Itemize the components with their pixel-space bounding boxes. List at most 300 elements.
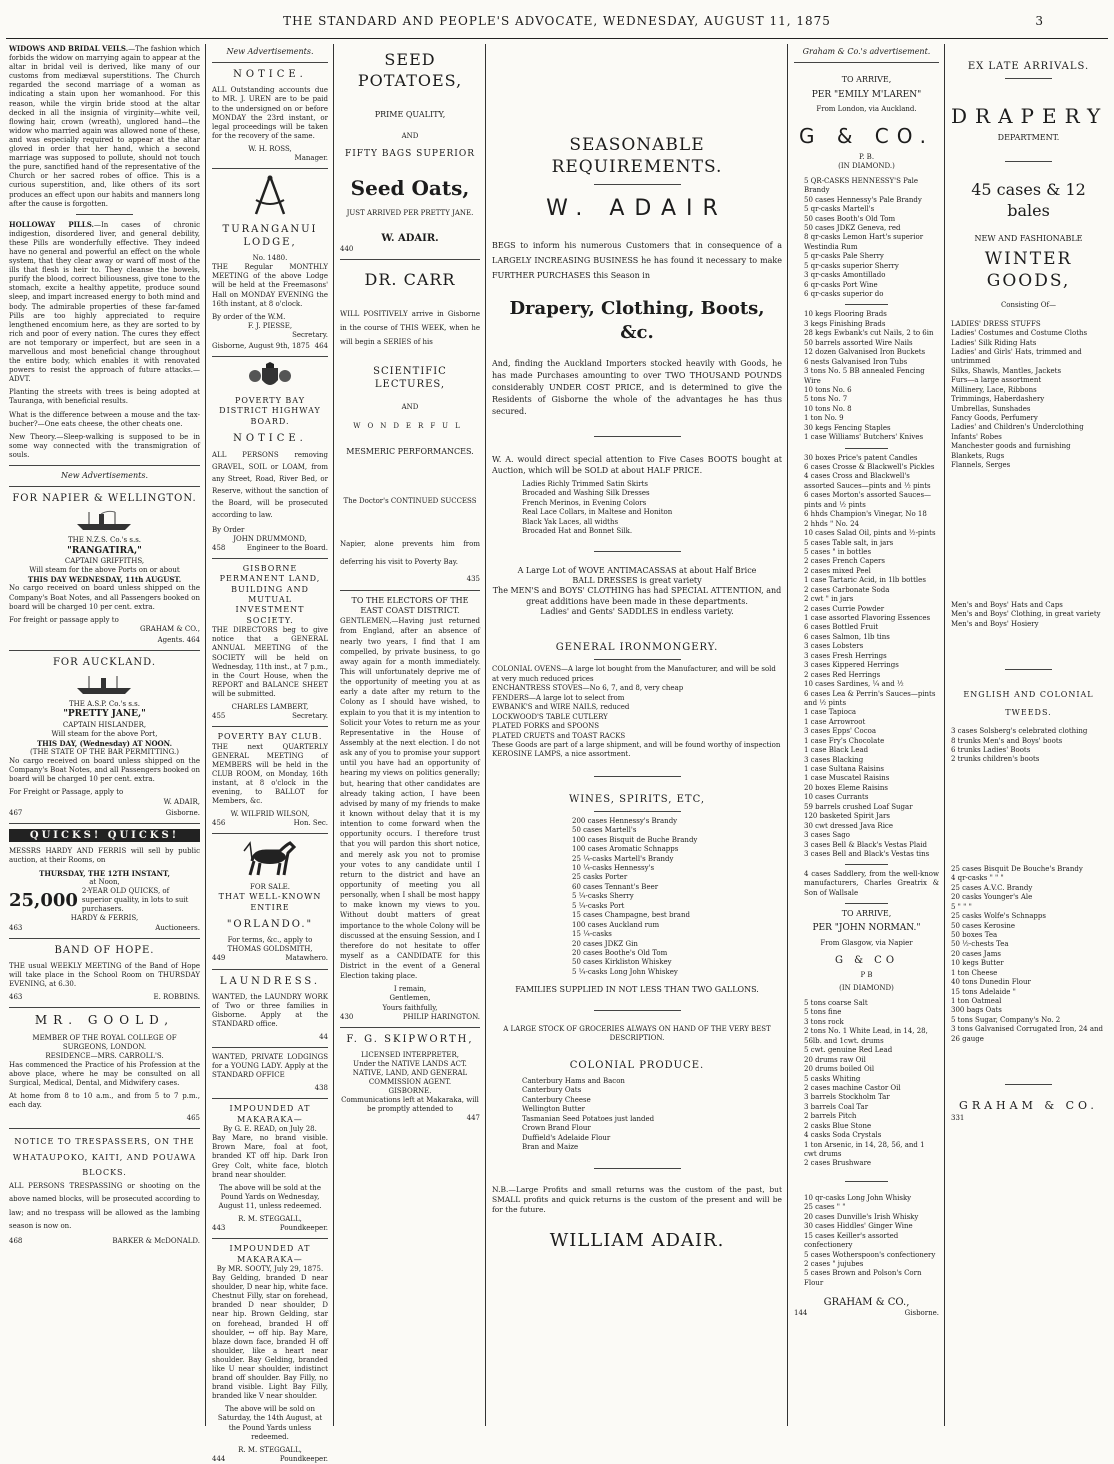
list-item: 300 bags Oats — [951, 1006, 1002, 1015]
list-item: Men's and Boys' Clothing, in great variety — [951, 610, 1101, 619]
quicks-offer — [9, 887, 200, 914]
pretty-captain: CAPTAIN HISLANDER, — [62, 720, 147, 729]
skip-act: Under the NATIVE LANDS ACT. — [353, 1059, 467, 1068]
list-item: 2 casks Blue Stone — [804, 1121, 872, 1130]
divider — [9, 650, 200, 651]
list-item: 5 QR-CASKS HENNESSY'S Pale Brandy — [804, 176, 919, 195]
goold-footer — [9, 1114, 200, 1123]
list-item: 4 cases Cross and Blackwell's assorted Sauces—pints and ½ pints — [804, 472, 931, 490]
list-item: 50 cases Kirkliston Whiskey — [572, 958, 672, 967]
highway-ref: 458 — [212, 543, 226, 552]
divider — [340, 259, 480, 260]
list-item: 3 qr-casks Amontillado — [804, 271, 886, 280]
list-item: 15 ¼-casks — [572, 930, 612, 939]
list-item: 10 cases Salad Oil, pints and ½-pints — [804, 529, 936, 538]
list-item: 2 cases mixed Peel — [804, 566, 871, 575]
masthead-rule — [6, 38, 1108, 39]
arrive1: TO ARRIVE, — [841, 75, 892, 85]
holloway-article — [9, 220, 200, 385]
list-item: 30 cwt dressed Java Rice — [804, 821, 893, 830]
electors-ref: 430 — [340, 1012, 354, 1021]
list-item: 50 ½-chests Tea — [951, 940, 1009, 949]
divider — [594, 436, 681, 437]
list-item: Umbrellas, Sunshades — [951, 404, 1031, 413]
list-item: 6 trunks Ladies' Boots — [951, 746, 1031, 755]
divider — [76, 214, 133, 215]
iron-list — [492, 665, 782, 759]
list-item: 5 qr-casks Pale Sherry — [804, 252, 884, 261]
boots-text: W. A. would direct special attention to Five Cases BOOTS bought at Auction, which will be SOLD at about HALF PRICE. — [492, 455, 782, 475]
rangatira-cargo: No cargo received on board unless shipped on the Company's Boat Notes, and all Passengers booked on board will be charged 10 per cent. extra. — [9, 584, 200, 611]
oats-sig: W. ADAIR. — [381, 232, 439, 244]
pretty-footer — [9, 809, 200, 818]
pretty-name: "PRETTY JANE," — [63, 709, 146, 720]
list-item: 2 barrels Pitch — [804, 1112, 857, 1121]
quicks-ref: 463 — [9, 923, 23, 932]
wines-list — [492, 817, 782, 977]
list-item: KEROSINE LAMPS, a nice assortment. — [492, 750, 631, 759]
skip-comm: Communications left at Makaraka, will be promptly attended to — [341, 1096, 479, 1114]
quicks-text: MESSRS HARDY AND FERRIS will sell by public auction, at their Rooms, on — [9, 846, 200, 864]
list-item: 2 cases Red Herrings — [804, 670, 881, 679]
new-fashionable-label: NEW AND FASHIONABLE — [974, 233, 1083, 243]
list-item: 10 cases Sardines, ¼ and ½ — [804, 680, 904, 689]
divider — [845, 304, 889, 305]
list-item: 50 cases Hennessy's Pale Brandy — [804, 195, 922, 204]
list-item: 20 boxes Eleme Raisins — [804, 783, 889, 792]
quicks-footer — [9, 924, 200, 933]
rangatira-name: "RANGATIRA," — [67, 545, 142, 556]
rangatira-agent: GRAHAM & CO., — [139, 624, 200, 633]
column-rule — [333, 44, 334, 1426]
potatoes-and: AND — [401, 131, 419, 140]
divider — [212, 168, 328, 169]
list-item: Real Lace Collars, in Maltese and Honiton — [522, 508, 673, 517]
carr-footer — [340, 575, 480, 584]
impound1-by: By G. E. READ, on July 28. — [223, 1125, 317, 1134]
impound2-footer — [212, 1455, 328, 1464]
list-item: 30 kegs Fencing Staples — [804, 423, 891, 432]
impound2-by: By MR. SOOTY, July 29, 1875. — [216, 1264, 324, 1273]
list-item: 3 barrels Stockholm Tar — [804, 1093, 890, 1102]
arrivals-heading: EX LATE ARRIVALS. — [967, 61, 1090, 72]
building-role: Secretary. — [292, 712, 328, 721]
per2: PER "JOHN NORMAN." — [812, 923, 921, 934]
gco2-mark: G & CO — [834, 954, 899, 966]
graham-ref-2: 331 — [951, 1113, 965, 1122]
carr-ref: 435 — [466, 575, 480, 584]
list-item: 20 cases Boothe's Old Tom — [572, 948, 668, 957]
list-item: 10 qr-casks Long John Whisky — [804, 1193, 912, 1202]
impound1-sold: The above will be sold at the Pound Yards on Wednesday, August 11, unless redeemed. — [218, 1183, 322, 1210]
wines-heading: WINES, SPIRITS, ETC, — [568, 793, 706, 805]
list-item: 8 qr-casks Lemon Hart's superior Westindia Rum — [804, 233, 924, 251]
goold-member: MEMBER OF THE ROYAL COLLEGE OF SURGEONS, LONDON. — [32, 1033, 177, 1051]
theory-article: New Theory.—Sleep-walking is supposed to be in some way connected with the transmigration of souls. — [9, 432, 200, 459]
list-item: Canterbury Oats — [522, 1086, 582, 1095]
widows-heading: WIDOWS AND BRIDAL VEILS. — [9, 44, 129, 53]
list-item: 25 ¼-casks Martell's Brandy — [572, 854, 674, 863]
skip-licensed: LICENSED INTERPRETER, — [360, 1050, 460, 1059]
new-advertisements-header: New Advertisements. — [60, 471, 149, 481]
list-item: 50 cases Martell's — [572, 826, 637, 835]
consisting-label: Consisting Of— — [1000, 300, 1057, 309]
list-item: Canterbury Hams and Bacon — [522, 1076, 625, 1085]
antimacassa-text: A Large Lot of WOVE ANTIMACASSAS at about Half Brice — [517, 565, 757, 575]
list-item: 6 qr-casks Port Wine — [804, 280, 878, 289]
list-item: 4 casks Soda Crystals — [804, 1131, 882, 1140]
list-item: 100 cases Auckland rum — [572, 920, 660, 929]
rangatira-ref: 464 — [186, 635, 200, 644]
list-item: LOCKWOOD'S TABLE CUTLERY — [492, 712, 608, 721]
list-item: 5 qr-casks Martell's — [804, 205, 875, 214]
auckland-heading: FOR AUCKLAND. — [52, 657, 157, 669]
list-item: 2 trunks children's boots — [951, 755, 1040, 764]
quicks-desc: 2-YEAR OLD QUICKS, of superior quality, in lots to suit purchasers. — [81, 887, 189, 914]
highway-heading: POVERTY BAY DISTRICT HIGHWAY BOARD. — [219, 396, 321, 426]
highway-footer — [212, 544, 328, 553]
sale-footer — [212, 954, 328, 963]
list-item: 100 cases Bisquit de Buche Brandy — [572, 835, 698, 844]
winter-goods-heading: WINTER GOODS, — [984, 249, 1073, 292]
impound1-role: Poundkeeper. — [279, 1224, 328, 1233]
list-item: 6 hhds Champion's Vinegar, No 18 — [804, 510, 927, 519]
list-item: 10 ¼-casks Hennessy's — [572, 864, 655, 873]
list-item: 15 tons Adelaide " — [951, 987, 1016, 996]
notice-heading: NOTICE. — [233, 69, 307, 81]
oats-ref: 440 — [340, 244, 354, 253]
list-item: 3 kegs Finishing Brads — [804, 319, 886, 328]
impound1-sig: R. M. STEGGALL, — [238, 1215, 302, 1224]
lodgings-ref: 438 — [314, 1084, 328, 1093]
list-item: 120 basketed Spirit Jars — [804, 812, 890, 821]
list-item: Duffield's Adelaide Flour — [522, 1133, 611, 1142]
list-item: 3 cases Solsberg's celebrated clothing — [951, 727, 1088, 736]
divider — [594, 776, 681, 777]
list-item: Men's and Boys' Hosiery — [951, 619, 1039, 628]
impound2-ref: 444 — [212, 1454, 226, 1463]
pretty-bar: (THE STATE OF THE BAR PERMITTING.) — [30, 748, 179, 757]
divider — [794, 62, 939, 63]
list-item: 3 cases Bell and Black's Vestas tins — [804, 849, 930, 858]
divider — [212, 1098, 328, 1099]
adair-logo: W. ADAIR — [546, 196, 728, 222]
quicks-time: at Noon, — [89, 878, 120, 887]
families-text: FAMILIES SUPPLIED IN NOT LESS THAN TWO GALLONS. — [515, 985, 759, 995]
list-item: 25 cases " " — [804, 1203, 846, 1212]
list-item: 2 cases Brushware — [804, 1159, 872, 1168]
graham-list-hardware — [794, 310, 939, 442]
cases-label: 45 cases & 12 bales — [971, 180, 1086, 221]
drapery-title: DRAPERY — [951, 104, 1109, 128]
masthead-title: THE STANDARD AND PEOPLE'S ADVOCATE, WEDNESDAY, AUGUST 11, 1875 — [283, 14, 831, 28]
divider — [845, 903, 889, 904]
list-item: 20 drums boiled Oil — [804, 1065, 875, 1074]
boots-list — [492, 480, 782, 537]
list-item: Ladies' and Children's Underclothing — [951, 423, 1084, 432]
list-item: 25 casks Wolfe's Schnapps — [951, 912, 1046, 921]
lodge-order: By order of the W.M. — [212, 312, 286, 321]
list-item: Black Yak Laces, all widths — [522, 517, 619, 526]
sale-heading: FOR SALE. — [250, 883, 290, 892]
carr-mesmeric: MESMERIC PERFORMANCES. — [346, 446, 474, 456]
list-item: 1 case Sultana Raisins — [804, 765, 884, 773]
hope-ref: 463 — [9, 992, 23, 1001]
goold-heading: MR. GOOLD, — [34, 1012, 175, 1027]
trespass-sig: BARKER & McDONALD. — [112, 1237, 200, 1246]
list-item: FENDERS—A large lot to select from — [492, 693, 625, 702]
rangatira-date: THIS DAY WEDNESDAY, 11th AUGUST. — [27, 575, 182, 585]
list-item: 8 trunks Men's and Boys' boots — [951, 736, 1063, 745]
electors-footer — [340, 1013, 480, 1022]
diamond2: (IN DIAMOND) — [839, 983, 894, 992]
list-item: 3 cases Sago — [804, 831, 850, 840]
per1: PER "EMILY M'LAREN" — [811, 89, 922, 100]
club-ref: 456 — [212, 819, 226, 828]
divider — [212, 726, 328, 727]
list-item: 1 case Fry's Chocolate — [804, 736, 885, 745]
trespass-heading: NOTICE TO TRESPASSERS, ON THE WHATAUPOKO, KAITI, AND POUAWA BLOCKS. — [12, 1137, 197, 1177]
list-item: Men's and Boys' Hats and Caps — [951, 600, 1063, 609]
goold-ref: 465 — [186, 1114, 200, 1123]
list-item: 15 cases Champagne, best brand — [572, 911, 690, 920]
list-item: 50 cases Kerosine — [951, 921, 1016, 930]
building-ref: 455 — [212, 712, 226, 721]
graham-ref: 144 — [794, 1309, 808, 1318]
column-2 — [207, 44, 333, 1463]
from1: From London, via Auckland. — [816, 105, 917, 114]
divider — [9, 486, 200, 487]
building-text: THE DIRECTORS beg to give notice that a GENERAL ANNUAL MEETING of the SOCIETY will be held on Wednesday, 11th inst., at 7 p.m., in the Court House, when the REPORT and BALANCE SHEET will be submitted. — [212, 626, 328, 698]
list-item: 20 drums raw Oil — [804, 1055, 866, 1064]
potatoes-heading: SEED POTATOES, — [357, 50, 463, 90]
list-item: 10 kegs Flooring Brads — [804, 310, 887, 319]
list-item: 1 case Tartaric Acid, in 1lb bottles — [804, 576, 926, 585]
divider — [9, 1128, 200, 1129]
list-item: 5 ¼-casks Long John Whiskey — [572, 967, 678, 976]
drapery-heading: Drapery, Clothing, Boots, &c. — [509, 298, 765, 343]
list-item: 5 tons coarse Salt — [804, 999, 868, 1008]
divider — [1005, 78, 1052, 79]
graham-footer — [794, 1309, 939, 1318]
list-item: 6 cases Lea & Perrin's Sauces—pints and ½ pints — [804, 689, 936, 707]
list-item: 1 case Arrowroot — [804, 717, 866, 726]
list-item: Ladies Richly Trimmed Satin Skirts — [522, 479, 649, 488]
divider — [212, 833, 328, 834]
coat-of-arms-illustration — [212, 362, 328, 392]
steamship-illustration — [9, 510, 200, 532]
list-item: 6 cases Salmon, 1lb tins — [804, 632, 890, 641]
divider — [9, 465, 200, 466]
divider — [340, 590, 480, 591]
list-item: 10 cases Currants — [804, 793, 869, 802]
rangatira-captain: CAPTAIN GRIFFITHS, — [64, 557, 145, 566]
oats-arrived: JUST ARRIVED PER PRETTY JANE. — [346, 208, 474, 217]
list-item: 6 cases Bottled Fruit — [804, 623, 879, 632]
skip-heading: F. G. SKIPWORTH, — [346, 1033, 474, 1045]
carr-heading: DR. CARR — [364, 269, 456, 289]
list-item: EWBANK'S and WIRE NAILS, reduced — [492, 703, 630, 712]
list-item: 20 cases JDKZ Gin — [572, 939, 638, 948]
list-item: 2 tons No. 1 White Lead, in 14, 28, 56lb. and 1cwt. drums — [804, 1027, 928, 1045]
highway-role: Engineer to the Board. — [246, 543, 328, 552]
divider — [594, 184, 681, 185]
column-rule — [205, 44, 206, 1426]
quicks-role: Auctioneers. — [155, 923, 200, 932]
list-item: 3 tons No. 5 BB annealed Fencing Wire — [804, 367, 925, 385]
quicks-heading: QUICKS! QUICKS! — [9, 829, 200, 842]
sale-sig: THOMAS GOLDSMITH, — [227, 945, 313, 954]
list-item: 3 cases Fresh Herrings — [804, 651, 887, 660]
list-item: Blankets, Rugs — [951, 451, 1005, 460]
impound1-text: Bay Mare, no brand visible. Brown Mare, foal at foot, branded KT off hip. Dark Iron Grey Colt, white face, blotch brand near shoulder. — [212, 1134, 328, 1179]
oats-heading: Seed Oats, — [350, 175, 470, 200]
rangatira-sail: Will steam for the above Ports on or about — [29, 566, 180, 575]
notice-text: ALL Outstanding accounts due to MR. J. UREN are to be paid to the undersigned on or before MONDAY the 23rd instant, or legal proceedings will be taken for the recovery of the same. — [212, 86, 328, 140]
laundress-footer — [212, 1033, 328, 1042]
list-item: 3 cases Epps' Cocoa — [804, 727, 877, 736]
adair-signature: WILLIAM ADAIR. — [549, 1229, 725, 1251]
list-item: 6 qr-casks superior do — [804, 290, 884, 298]
list-item: 1 ton Oatmeal — [951, 997, 1002, 1006]
list-item: 5 tons fine — [804, 1008, 842, 1017]
list-item: 5 cwt. genuine Red Lead — [804, 1046, 893, 1055]
potatoes-bags: FIFTY BAGS SUPERIOR — [344, 149, 476, 160]
notice-sig: W. H. ROSS, — [248, 144, 292, 153]
list-item: 3 tons Galvanised Corrugated Iron, 24 and 26 gauge — [951, 1025, 1104, 1043]
divider — [212, 558, 328, 559]
lodgings-footer — [212, 1084, 328, 1093]
masonic-emblem-illustration — [212, 174, 328, 218]
building-sig: CHARLES LAMBERT, — [231, 702, 309, 711]
list-item: 1 case assorted Flavoring Essences — [804, 614, 931, 622]
list-item: Trimmings, Haberdashery — [951, 395, 1045, 404]
quicks-date: THURSDAY, THE 12TH INSTANT, — [39, 868, 170, 878]
list-item: 1 ton No. 9 — [804, 414, 844, 423]
list-item: 1 case Muscatel Raisins — [804, 774, 890, 783]
list-item: 2 cwt " in jars — [804, 595, 854, 604]
list-item: Crown Brand Flour — [522, 1124, 591, 1133]
club-role: Hon. Sec. — [293, 819, 328, 828]
column-1 — [4, 44, 205, 1428]
graham-header: Graham & Co.'s advertisement. — [802, 47, 931, 56]
building-footer — [212, 712, 328, 721]
list-item: 1 case Tapioca — [804, 708, 857, 717]
list-item: Flannels, Serges — [951, 461, 1011, 470]
graham-list-groceries — [794, 454, 939, 860]
list-item: 1 ton Cheese — [951, 968, 998, 977]
list-item: 59 barrels crushed Loaf Sugar — [804, 802, 913, 811]
graham-signature-2: GRAHAM & CO. — [959, 1099, 1098, 1113]
lodge-no: No. 1480. — [252, 254, 288, 263]
divider — [594, 811, 681, 812]
divider — [212, 356, 328, 357]
divider — [212, 1047, 328, 1048]
list-item: 3 cases Bell & Black's Vestas Plaid — [804, 840, 928, 849]
list-item: 10 tons No. 8 — [804, 404, 852, 413]
list-item: Furs—a large assortment — [951, 376, 1042, 385]
list-item: Tasmanian Seed Potatoes just landed — [522, 1114, 655, 1123]
groceries-text: A LARGE STOCK OF GROCERIES ALWAYS ON HAND OF THE VERY BEST DESCRIPTION. — [503, 1024, 771, 1042]
column-rule — [485, 44, 486, 1426]
lodgings-text: WANTED, PRIVATE LODGINGS for a YOUNG LADY. Apply at the STANDARD OFFICE — [212, 1053, 328, 1080]
carr-lectures: SCIENTIFIC LECTURES, — [373, 365, 447, 390]
list-item: 28 kegs Ewbank's cut Nails, 2 to 6in — [804, 329, 934, 338]
planting-article: Planting the streets with trees is being adopted at Tauranga, with beneficial results. — [9, 388, 200, 406]
list-item: Wellington Butter — [522, 1105, 585, 1114]
produce-list — [492, 1077, 782, 1153]
list-item: 2 cases Currie Powder — [804, 604, 885, 613]
list-item: 4 qr-casks " " " — [951, 874, 1004, 883]
quicks-sig: HARDY & FERRIS, — [70, 914, 139, 923]
pretty-date: THIS DAY, (Wednesday) AT NOON. — [36, 739, 173, 749]
list-item: 2 cases French Capers — [804, 557, 885, 566]
list-item: 1 case Williams' Butchers' Knives — [804, 433, 924, 442]
goold-text: Has commenced the Practice of his Profession at the above place, where he may be consulted on all Surgical, Medical, Dental, and Midwifery cases. — [9, 1060, 200, 1088]
lodge-footer — [212, 342, 328, 351]
list-item: 5 cases " in bottles — [804, 547, 872, 556]
electors-sig: PHILIP HARINGTON. — [402, 1012, 480, 1021]
list-item: COLONIAL OVENS—A large lot bought from the Manufacturer, and will be sold at very much reduced prices — [492, 665, 776, 683]
list-item: Bran and Maize — [522, 1142, 579, 1151]
produce-heading: COLONIAL PRODUCE. — [569, 1059, 705, 1071]
list-item: 5 cases Wotherspoon's confectionery — [804, 1250, 936, 1259]
skip-footer — [340, 1114, 480, 1123]
pretty-agent: W. ADAIR, — [163, 797, 200, 806]
tweeds-heading: ENGLISH AND COLONIAL TWEEDS. — [963, 689, 1094, 717]
list-item: 5 casks Whiting — [804, 1074, 861, 1083]
list-item: 1 case Black Lead — [804, 746, 869, 755]
clothing-text: The MEN'S and BOYS' CLOTHING has had SPECIAL ATTENTION, and great additions have been made in these departments. — [492, 586, 782, 606]
drapery-list — [951, 320, 1106, 471]
electors-remain: I remain, — [393, 985, 427, 994]
impound1-footer — [212, 1224, 328, 1233]
highway-text: ALL PERSONS removing GRAVEL, SOIL or LOAM, from any Street, Road, River Bed, or Reserve, without the sanction of the Board, will be prosecuted according to law. — [212, 451, 328, 519]
electors-text: GENTLEMEN,—Having just returned from England, after an absence of nearly two years, I find that I am compelled, by private business, to go away again for a month immediately. This will unfortunately deprive me of the opportunity of meeting you at as early a date after my return to the Colony as I should have wished, to explain to you that it is my intention to Solicit your Votes to return me as your Representative in the House of Assembly at the next election. I do not ask any of you to promise your support until you have had an opportunity of hearing my views on politics generally; but, hearing that other candidates are already taking action, I have been advised by many of my friends to make it known without delay that it is my intention to come forward when the opportunity occurs. I therefore trust that you will pardon this short notice, and merely ask you not to promise your votes to any candidate until I return to the district and have an opportunity of meeting you all personally, when I shall be most happy to make known my views to you. Without doubt matters of great importance to the whole Colony will be discussed at the ensuing Session, and I therefore do not hesitate to offer myself as a CANDIDATE for this District in the event of a General Election taking place. — [340, 617, 480, 981]
from2: From Glasgow, via Napier — [820, 938, 913, 947]
seasonable-heading: SEASONABLE REQUIREMENTS. — [551, 135, 723, 178]
sale-place: Matawhero. — [285, 954, 328, 963]
divider — [212, 62, 328, 63]
arrive2: TO ARRIVE, — [841, 908, 892, 918]
divider — [594, 551, 681, 552]
club-footer — [212, 819, 328, 828]
pretty-place: Gisborne. — [165, 808, 200, 817]
list-item: Canterbury Cheese — [522, 1095, 591, 1104]
impound2-text: Bay Gelding, branded D near shoulder, D near hip, white face. Chestnut Filly, star on forehead, branded D near shoulder, D near hip. Brown Gelding, star on forehead, branded H off shoulder, ꟷ off hip. Bay Mare, blaze down face, branded H off shoulder, like a heart near shoulder. Bay Gelding, branded like U near shoulder, indistinct brand off shoulder. Bay Filly, no brand visible. Light Bay Filly, branded like V near shoulder. — [212, 1274, 328, 1401]
hope-footer — [9, 993, 200, 1002]
quicks-number: 25,000 — [9, 890, 78, 912]
rangatira-line: THE N.Z.S. Co.'s s.s. — [67, 536, 142, 545]
list-item: 10 kegs Butter — [951, 959, 1004, 968]
pretty-ref: 467 — [9, 808, 23, 817]
carr-wonderful: WONDERFUL — [353, 421, 467, 430]
column-rule — [944, 44, 945, 1426]
laundress-text: WANTED, the LAUNDRY WORK of Two or three families in Gisborne. Apply at the STANDARD office. — [212, 992, 328, 1028]
list-item: 100 cases Aromatic Schnapps — [572, 845, 679, 854]
list-item: 3 cases Kippered Herrings — [804, 661, 899, 670]
impound2-heading: IMPOUNDED AT MAKARAKA— — [229, 1244, 311, 1264]
finding-text: And, finding the Auckland Importers stocked heavily with Goods, he has made Purchases amounting to over TWO THOUSAND POUNDS considerably UNDER COST PRICE, and is determined to give the Residents of Gisborne the whole of the advantages he has thus secured. — [492, 359, 782, 417]
divider — [845, 448, 889, 449]
rangatira-agents-label: Agents. — [157, 635, 185, 644]
electors-gentlemen: Gentlemen, — [389, 994, 431, 1003]
list-item: Brocaded Hat and Bonnet Silk. — [522, 527, 633, 536]
pretty-cargo: No cargo received on board unless shipped on the Company's Boat Notes, and all Passengers booked on board will be charged 10 per cent. extra. — [9, 757, 200, 784]
list-item: 60 cases Tennant's Beer — [572, 882, 659, 891]
skip-agent: NATIVE, LAND, AND GENERAL COMMISSION AGENT. — [352, 1068, 468, 1087]
impound2-sig: R. M. STEGGALL, — [238, 1445, 302, 1454]
